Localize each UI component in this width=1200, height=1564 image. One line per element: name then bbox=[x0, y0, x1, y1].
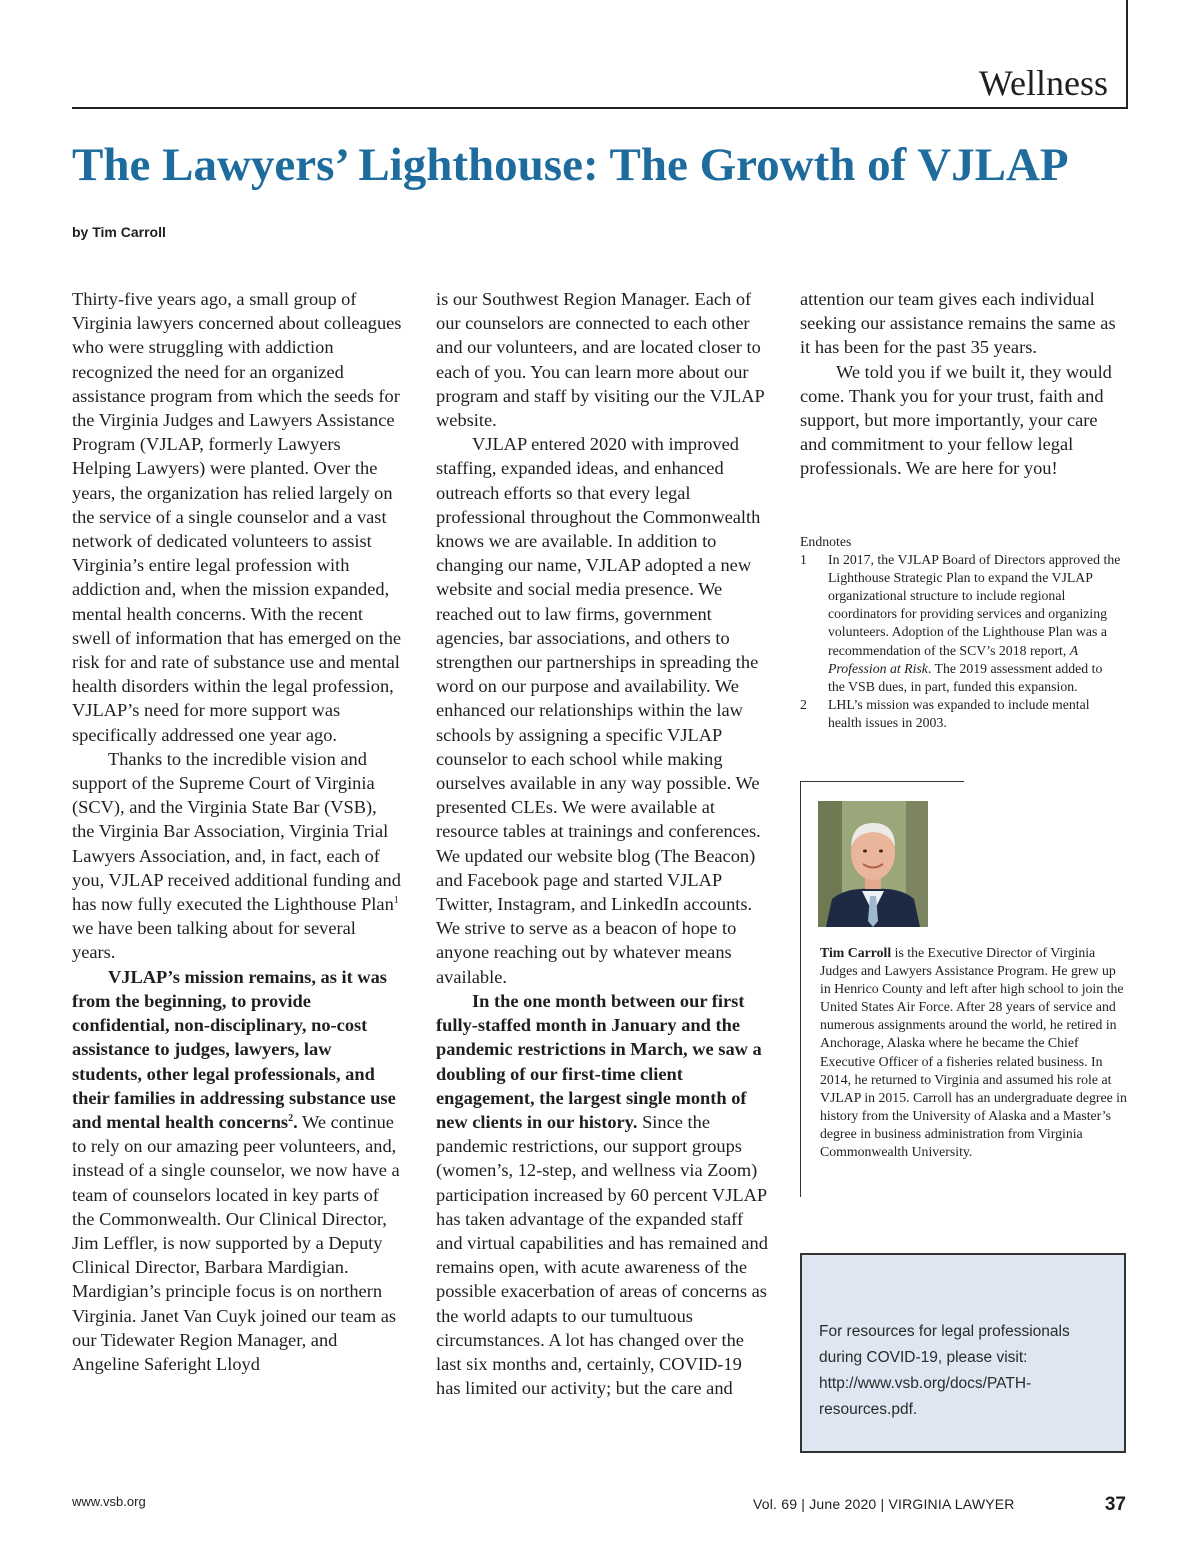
endnotes bbox=[800, 533, 1122, 732]
endnote-text: . The 2019 assessment added to the VSB dues, in part, funded this expansion. bbox=[828, 660, 1103, 694]
paragraph: is our Southwest Region Manager. Each of our counselors are connected to each other and our volunteers, and are located closer to each of you. You can learn more about our program and staff by visiting our the VJLAP website. bbox=[436, 289, 765, 431]
endnote-item bbox=[800, 696, 1122, 732]
page-number: 37 bbox=[1104, 1494, 1126, 1515]
bio-box-top-rule bbox=[800, 781, 964, 782]
highlight-statement: In the one month between our first fully-staffed month in January and the pandemic restrictions in March, we saw a doubling of our first-time client engagement, the largest single month of new clients in our history. bbox=[436, 990, 762, 1132]
paragraph-text: we have been talking about for several years. bbox=[72, 918, 356, 963]
paragraph: VJLAP entered 2020 with improved staffing, expanded ideas, and enhanced outreach efforts so that every legal professional throughout the Commonwealth knows we are available. In addition to changing our name, VJLAP adopted a new website and social media presence. We reached out to law firms, government agencies, bar associations, and others to strengthen our partnerships in spreading the word on our purpose and availability. We enhanced our relationships within the law schools by assigning a specific VJLAP counselor to each school while making ourselves available in any way possible. We presented CLEs. We were available at resource tables at trainings and conferences. We updated our website blog (The Beacon) and Facebook page and started VJLAP Twitter, Instagram, and LinkedIn accounts. We strive to serve as a beacon of hope to anyone reaching out by whatever means available. bbox=[436, 434, 761, 987]
endnote-number: 2 bbox=[800, 696, 807, 712]
endnote-text: In 2017, the VJLAP Board of Directors approved the Lighthouse Strategic Plan to expand the VJLAP organizational structure to include regional coordinators for providing services and organizing volunteers. Adoption of the Lighthouse Plan was a recommendation of the SCV’s 2018 report, bbox=[828, 552, 1121, 658]
paragraph: attention our team gives each individual seeking our assistance remains the same as it has been for the past 35 years. bbox=[800, 289, 1116, 358]
header-vertical-rule bbox=[1126, 0, 1128, 108]
footnote-ref-1[interactable]: 1 bbox=[393, 894, 399, 906]
section-label: Wellness bbox=[978, 63, 1108, 103]
paragraph-text: We continue to rely on our amazing peer volunteers, and, instead of a single counselor, we now have a team of counselors located in key parts of the Commonwealth. Our Clinical Director, Jim Leffler, is now supported by a Deputy Clinical Director, Barbara Mardigian. Mardigian’s principle focus is on northern Virginia. Janet Van Cuyk joined our team as our Tidewater Region Manager, and Angeline Saferight Lloyd bbox=[72, 1111, 400, 1374]
article-column-1 bbox=[72, 287, 402, 1376]
paragraph bbox=[72, 965, 402, 1376]
paragraph bbox=[72, 747, 402, 965]
header-horizontal-rule bbox=[72, 107, 1128, 109]
bio-box-left-rule bbox=[800, 781, 801, 1197]
endnote-number: 1 bbox=[800, 552, 807, 568]
paragraph-text: Thanks to the incredible vision and support of the Supreme Court of Virginia (SCV), and the Virginia State Bar (VSB), the Virginia Bar Association, Virginia Trial Lawyers Association, and, in fact, each of you, VJLAP received additional funding and has now fully executed the Lighthouse Plan bbox=[72, 748, 401, 915]
paragraph-text: Since the pandemic restrictions, our support groups (women’s, 12-step, and wellness via Zoom) participation increased by 60 percent VJLAP has taken advantage of the expanded staff and virtual capabilities and has remained and remains open, with acute awareness of the possible exacerbation of areas of concerns as the world adapts to our tumultuous circumstances. A lot has changed over the last six months and, certainly, COVID-19 has limited our activity; but the care and bbox=[436, 1111, 768, 1399]
paragraph bbox=[436, 989, 768, 1400]
footer-issue-info: Vol. 69 | June 2020 | VIRGINIA LAWYER bbox=[753, 1496, 1015, 1512]
author-name: Tim Carroll bbox=[820, 945, 892, 960]
resource-callout-box bbox=[800, 1253, 1126, 1453]
resource-callout-text: For resources for legal professionals during COVID-19, please visit: http://www.vsb.org/docs/PATH-resources.pdf. bbox=[819, 1323, 1070, 1418]
report-title: A Profession at Risk bbox=[828, 642, 1078, 676]
endnote-item bbox=[800, 551, 1122, 696]
author-photo bbox=[818, 801, 928, 927]
paragraph: Thirty-five years ago, a small group of Virginia lawyers concerned about colleagues who were struggling with addiction recognized the need for an organized assistance program from which the seeds for the Virginia Judges and Lawyers Assistance Program (VJLAP, formerly Lawyers Helping Lawyers) were planted. Over the years, the organization has relied largely on the service of a single counselor and a vast network of dedicated volunteers to assist Virginia’s entire legal profession with addiction and, when the mission expanded, mental health concerns. With the recent swell of information that has emerged on the risk for and rate of substance use and mental health disorders within the legal profession, VJLAP’s need for more support was specifically addressed one year ago. bbox=[72, 289, 402, 745]
article-column-2 bbox=[436, 287, 768, 1400]
period: . bbox=[293, 1111, 298, 1132]
footer-website: www.vsb.org bbox=[72, 1494, 146, 1509]
mission-statement: VJLAP’s mission remains, as it was from the beginning, to provide confidential, non-disciplinary, no-cost assistance to judges, lawyers, law students, other legal professionals, and their families in addressing substance use and mental health concerns bbox=[72, 966, 396, 1132]
endnotes-heading: Endnotes bbox=[800, 534, 852, 549]
endnote-text: LHL’s mission was expanded to include mental health issues in 2003. bbox=[828, 696, 1090, 730]
article-title: The Lawyers’ Lighthouse: The Growth of VJLAP bbox=[72, 139, 1069, 191]
paragraph: We told you if we built it, they would come. Thank you for your trust, faith and support, but more importantly, your care and commitment to your fellow legal professionals. We are here for you! bbox=[800, 361, 1112, 479]
byline: by Tim Carroll bbox=[72, 224, 166, 240]
author-bio-text: is the Executive Director of Virginia Judges and Lawyers Assistance Program. He grew up in Henrico County and left after high school to join the United States Air Force. After 28 years of service and numerous assignments around the world, he retired in Anchorage, Alaska where he became the Chief Executive Officer of a fisheries related business. In 2014, he returned to Virginia and assumed his role at VJLAP in 2015. Carroll has an undergraduate degree in history from the University of Alaska and a Master’s degree in business administration from Virginia Commonwealth University. bbox=[820, 945, 1127, 1160]
footnote-ref-2[interactable]: 2 bbox=[288, 1112, 294, 1124]
article-column-3 bbox=[800, 287, 1126, 481]
author-bio bbox=[820, 944, 1128, 1161]
